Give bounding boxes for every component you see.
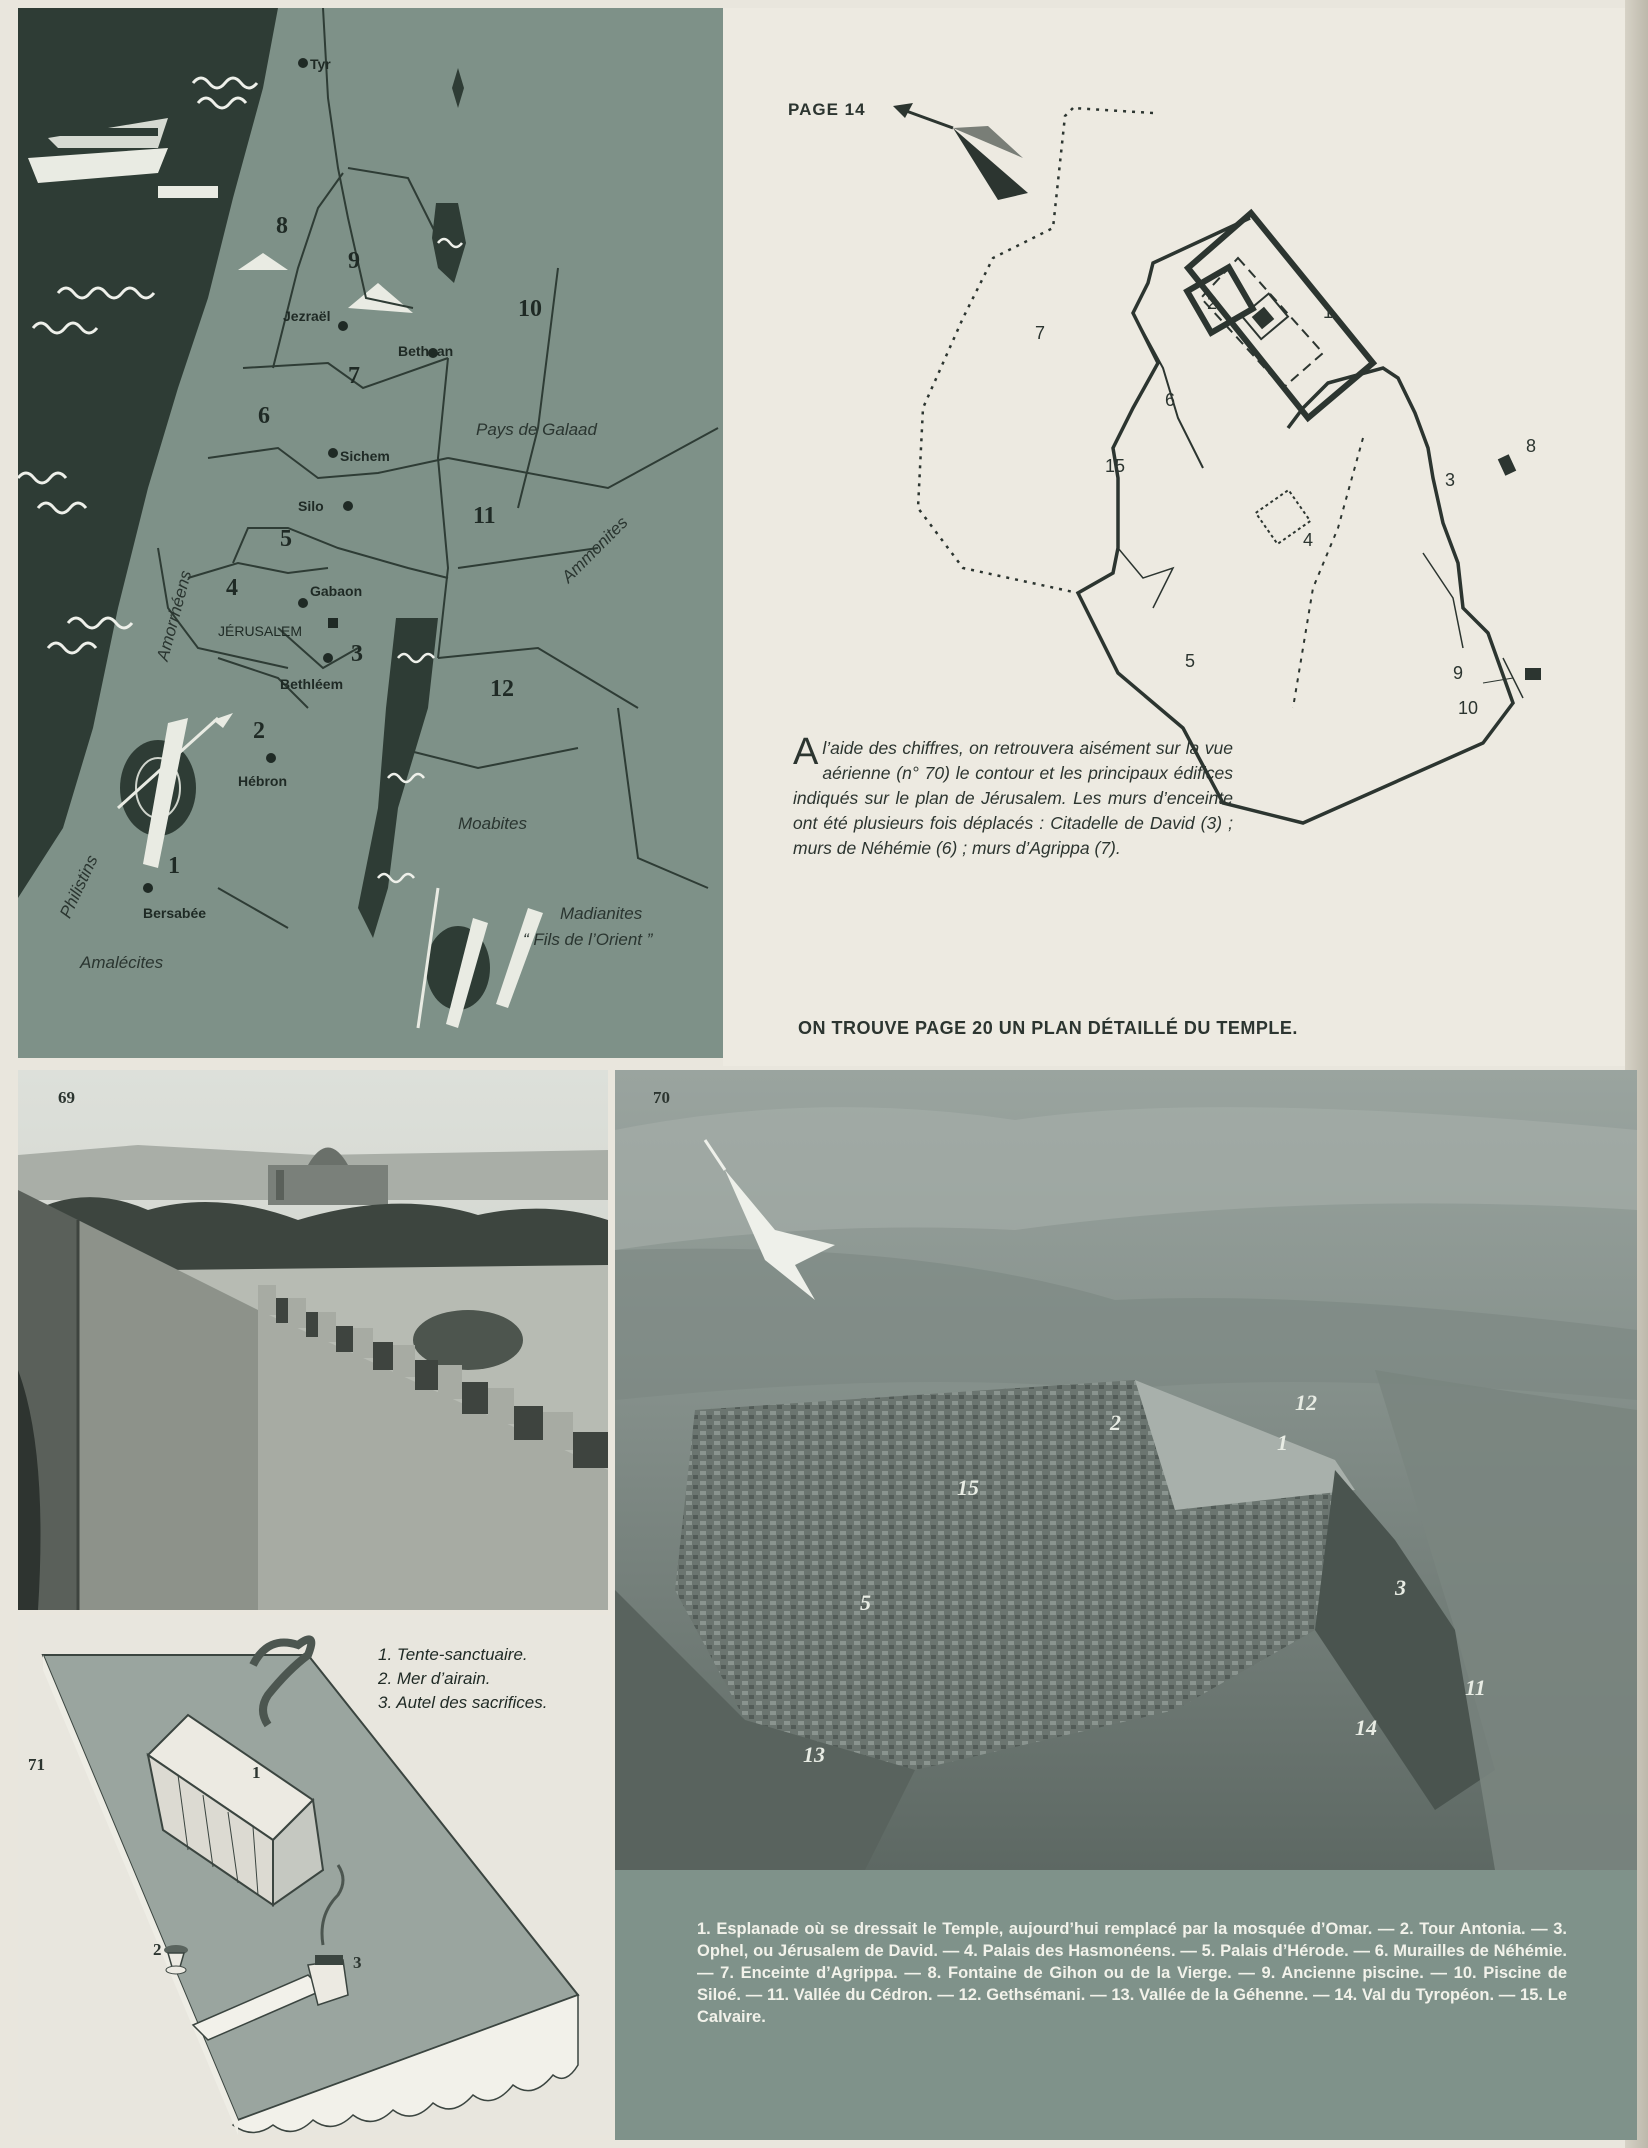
figure-number-71: 71 — [28, 1755, 45, 1774]
figure-number-69: 69 — [58, 1088, 75, 1107]
region-7: 7 — [348, 363, 360, 389]
diagram-label-3: 3 — [353, 1953, 362, 1972]
plan-num-15: 15 — [1105, 456, 1126, 476]
jerusalem-plan — [723, 8, 1625, 1066]
photo-label-11: 11 — [1465, 1675, 1486, 1700]
plan-num-2: 2 — [1207, 293, 1218, 313]
temple-plan-reference: ON TROUVE PAGE 20 UN PLAN DÉTAILLÉ DU TEMPLE. — [798, 1018, 1298, 1038]
photo-label-15: 15 — [957, 1475, 979, 1500]
photo-label-5: 5 — [860, 1590, 871, 1615]
plan-num-8: 8 — [1526, 436, 1537, 456]
north-arrow-icon — [893, 103, 1028, 200]
caption-70-text: 1. Esplanade où se dressait le Temple, aujourd’hui remplacé par la mosquée d’Omar. — 2. Tour Antonia. — 3. Ophel, ou Jérusalem de David. — 4. Palais des Hasmonéens. — 5. Palais d’Hérode. — 6. Murailles de Néhémie. — 7. Enceinte d’Agrippa. — 8. Fontaine de Gihon ou de la Vierge. — 9. Ancienne piscine. — 10. Piscine de Siloé. — 11. Vallée du Cédron. — 12. Gethsémani. — 13. Vallée de la Géhenne. — 14. Val du Tyropéon. — 15. Le Calvaire. — [697, 1920, 1567, 2026]
caption-70 — [615, 1870, 1637, 2140]
people-moabites: Moabites — [458, 814, 527, 833]
photo-label-13: 13 — [803, 1742, 825, 1767]
region-12: 12 — [490, 676, 514, 702]
walls-photo — [18, 1070, 608, 1610]
photo-label-1: 1 — [1277, 1430, 1288, 1455]
people-pays-galaad: Pays de Galaad — [476, 420, 597, 439]
region-4: 4 — [226, 575, 238, 601]
plan-num-9: 9 — [1453, 663, 1464, 683]
plan-num-5: 5 — [1185, 651, 1196, 671]
plan-num-6: 6 — [1165, 390, 1176, 410]
plan-caption — [793, 731, 1233, 861]
people-amorrheens: Amorrhéens — [153, 568, 196, 663]
plan-num-7: 7 — [1035, 323, 1046, 343]
region-3: 3 — [351, 641, 363, 667]
diagram-label-2: 2 — [153, 1940, 162, 1959]
legend-item-3: 3. Autel des sacrifices. — [378, 1693, 548, 1712]
people-madianites: Madianites — [560, 904, 643, 923]
city-sichem: Sichem — [340, 448, 390, 464]
plan-num-1: 1 — [1323, 302, 1334, 322]
region-11: 11 — [473, 503, 496, 529]
city-gabaon: Gabaon — [310, 583, 363, 599]
plan-num-3: 3 — [1445, 470, 1456, 490]
region-6: 6 — [258, 403, 270, 429]
photo-label-3: 3 — [1395, 1575, 1406, 1600]
caption-dropcap: A — [793, 731, 819, 773]
photo-70-aerial-view — [615, 1070, 1637, 1870]
dead-sea — [358, 618, 438, 938]
city-outline — [1078, 218, 1513, 823]
city-tyr: Tyr — [310, 56, 331, 72]
region-8: 8 — [276, 213, 288, 239]
legend-item-1: 1. Tente-sanctuaire. — [378, 1645, 528, 1664]
diagram-71-tabernacle — [18, 1615, 612, 2135]
jerusalem-plan-panel — [723, 8, 1625, 1066]
people-fils-orient: “ Fils de l’Orient ” — [523, 930, 653, 949]
region-5: 5 — [280, 526, 292, 552]
plan-caption-text: l’aide des chiffres, on retrouvera aisément sur la vue aérienne (n° 70) le contour et les principaux édifices indiqués sur le plan de Jérusalem. Les murs d’enceinte ont été plusieurs fois déplacés : Citadelle de David (3) ; murs de Néhémie (6) ; murs d’Agrippa (7). — [793, 738, 1233, 858]
city-bersabee: Bersabée — [143, 905, 207, 921]
city-jezrael: Jezraël — [283, 308, 331, 324]
photo-69-city-walls — [18, 1070, 608, 1610]
city-jerusalem: JÉRUSALEM — [218, 623, 303, 639]
plan-num-10: 10 — [1458, 698, 1479, 718]
region-2: 2 — [253, 718, 265, 744]
region-10: 10 — [518, 296, 542, 322]
city-bethleem: Bethléem — [280, 676, 344, 692]
region-9: 9 — [348, 248, 360, 274]
figure-number-70: 70 — [653, 1088, 670, 1107]
photo-label-2: 2 — [1110, 1410, 1121, 1435]
city-bethsan: Bethsan — [398, 343, 454, 359]
photo-label-14: 14 — [1355, 1715, 1377, 1740]
diagram-71-legend — [378, 1643, 547, 1715]
city-hebron: Hébron — [238, 773, 287, 789]
legend-item-2: 2. Mer d’airain. — [378, 1669, 491, 1688]
region-1: 1 — [168, 853, 180, 879]
aerial-photo — [615, 1070, 1637, 1870]
diagram-label-1: 1 — [252, 1763, 261, 1782]
map-of-palestine — [18, 8, 723, 1058]
people-philistins: Philistins — [56, 852, 102, 922]
plan-num-4: 4 — [1303, 530, 1314, 550]
photo-label-12: 12 — [1295, 1390, 1317, 1415]
people-amalecites: Amalécites — [80, 953, 164, 972]
city-silo: Silo — [298, 498, 324, 514]
page-label: PAGE 14 — [788, 100, 866, 119]
people-ammonites: Ammonites — [558, 512, 632, 587]
